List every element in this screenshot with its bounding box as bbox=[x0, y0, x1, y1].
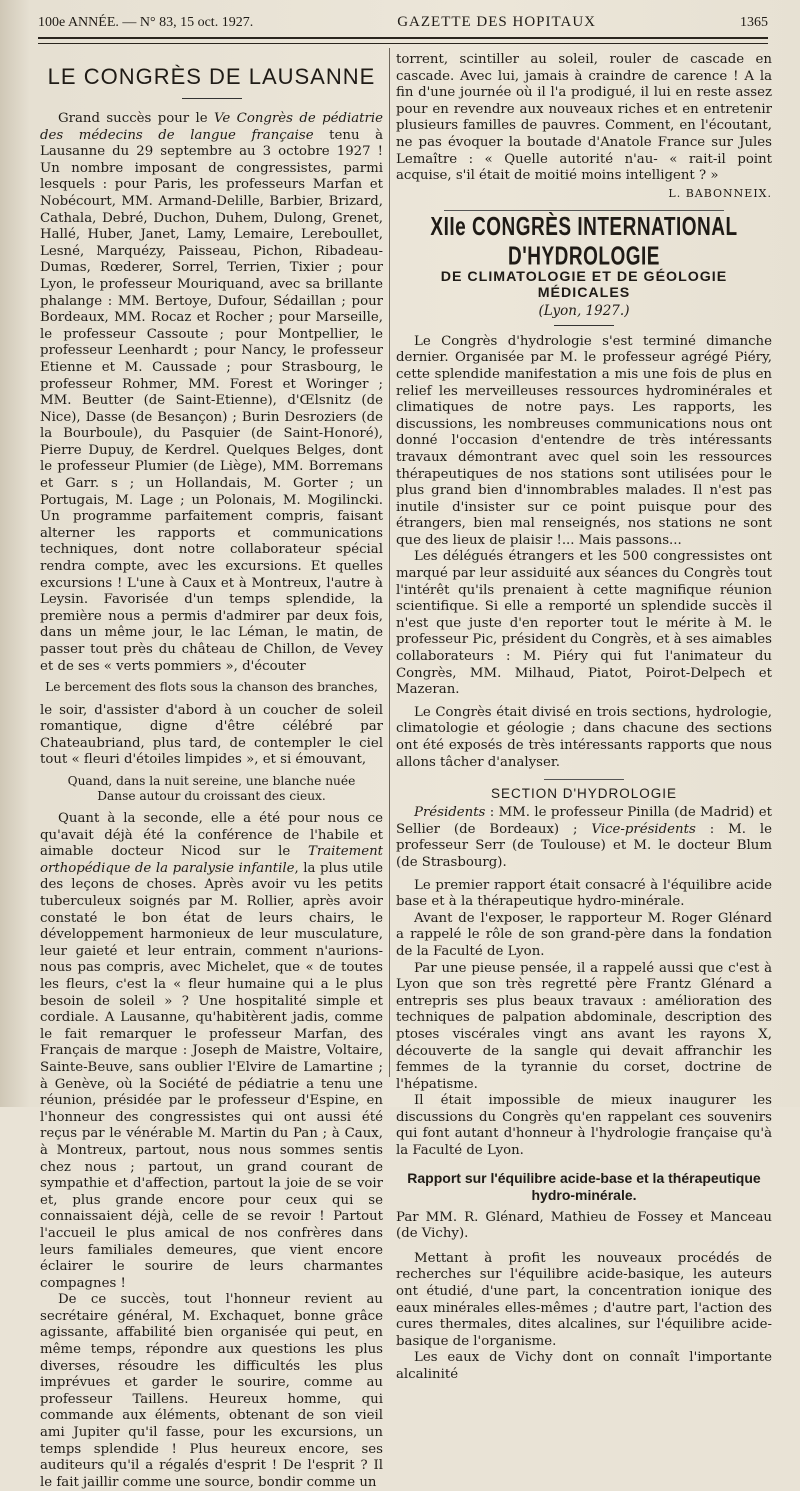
paragraph: Le Congrès était divisé en trois sections, hydrologie, climatologie et géologie ; dans chacune des sections ont été exposés de très intéressants rapports que nous allons tâcher d'analyser. bbox=[396, 704, 772, 770]
section-heading: SECTION D'HYDROLOGIE bbox=[490, 786, 678, 802]
page-header bbox=[38, 14, 768, 36]
paragraph: Le premier rapport était consacré à l'équilibre acide base et à la thérapeutique hydro-minérale. bbox=[396, 877, 772, 910]
column-divider bbox=[389, 48, 390, 1077]
header-issue: 100e ANNÉE. — N° 83, 15 oct. 1927. bbox=[38, 15, 254, 30]
paragraph: Les délégués étrangers et les 500 congressistes ont marqué par leur assiduité aux séances du Congrès tout l'intérêt qu'ils prenaient à cette magnifique réunion scientifique. Si elle a remporté un splendide succès il n'est que juste d'en reporter tout le mérite à M. le professeur Pic, président du Congrès, et à ses aimables collaborateurs : M. Piéry qui fut l'animateur du Congrès, MM. Milhaud, Piatot, Poirot-Delpech et Mazeran. bbox=[396, 549, 772, 698]
header-rule-thin bbox=[38, 43, 768, 44]
article-title-hydrologie: XIIe CONGRÈS INTERNATIONAL D'HYDROLOGIE bbox=[430, 213, 738, 272]
article-separator bbox=[444, 210, 724, 211]
paragraph: torrent, scintiller au soleil, rouler de cascade en cascade. Avec lui, jamais à craindre de carence ! A la fin d'une journée où il l'a prodigué, il lui en reste assez pour en revendre aux nouveaux riches et en entretenir plusieurs familles de pauvres. Comment, en l'écoutant, ne pas évoquer la boutade d'Anatole France sur Jules Lemaître : « Quelle autorité n'au- « rait-il point acquise, s'il était de moitié moins intelligent ? » bbox=[396, 52, 772, 184]
header-rule-thick bbox=[38, 37, 768, 39]
title-rule bbox=[554, 325, 614, 326]
presidents-line: Présidents : MM. le professeur Pinilla (de Madrid) et Sellier (de Bordeaux) ; Vice-présidents : M. le professeur Serr (de Toulouse) et M. le docteur Blum (de Strasbourg). bbox=[396, 805, 773, 870]
paragraph: Grand succès pour le Ve Congrès de pédiatrie des médecins de langue française tenu à Lausanne du 29 septembre au 3 octobre 1927 ! Un nombre imposant de congressistes, parmi lesquels : pour Paris, les professeurs Marfan et Nobécourt, MM. Armand-Delille, Barbier, Brizard, Cathala, Debré, Duchon, Duhem, Dulong, Grenet, Hallé, Huber, Janet, Lamy, Lemaire, Lereboullet, Lesné, Marquézy, Paisseau, Pichon, Ribadeau-Dumas, Rœderer, Sorrel, Terrien, Tixier ; pour Lyon, le professeur Mouriquand, avec sa brillante phalange : MM. Bertoye, Dufour, Sédaillan ; pour Bordeaux, MM. Rocaz et Rocher ; pour Marseille, le professeur Cassoute ; pour Montpellier, le professeur Leenhardt ; pour Nancy, le professeur Etienne et M. Caussade ; pour Strasbourg, le professeur Rohmer, MM. Forest et Woringer ; MM. Beutter (de Saint-Etienne), d'Œlsnitz (de Nice), Dasse (de Besançon) ; Burin Desroziers (de la Bourboule), du Pasquier (de Saint-Honoré), Pierre Dupuy, de Kerdrel. Quelques Belges, dont le professeur Plumier (de Liège), MM. Borremans et Garr. s ; un Hollandais, M. Gorter ; un Portugais, M. Lage ; un Polonais, M. Mogilincki. Un programme parfaitement compris, faisant alterner les rapports et communications techniques, dont notre collaborateur spécial rendra compte, avec les excursions. Et quelles excursions ! L'une à Caux et à Montreux, l'autre à Leysin. Favorisée d'un temps splendide, la première nous a permis d'admirer par deux fois, dans un même jour, le lac Léman, le matin, de passer tout près du château de Chillon, de Vevey et de ses « verts pommiers », d'écouter bbox=[40, 111, 383, 674]
paragraph: Avant de l'exposer, le rapporteur M. Roger Glénard a rappelé le rôle de son grand-père dans la fondation de la Faculté de Lyon. bbox=[396, 910, 772, 959]
header-page-number: 1365 bbox=[739, 15, 768, 30]
report-title: Rapport sur l'équilibre acide-base et la thérapeutique hydro-minérale. bbox=[407, 1169, 761, 1203]
author-signature: L. BABONNEIX. bbox=[668, 186, 772, 200]
paragraph: Il était impossible de mieux inaugurer les discussions du Congrès qu'en rappelant ces souvenirs qui font autant d'honneur à l'hydrologie française qu'à la Faculté de Lyon. bbox=[396, 1093, 772, 1159]
header-journal-title: GAZETTE DES HOPITAUX bbox=[397, 14, 596, 30]
article-location-date: (Lyon, 1927.) bbox=[538, 302, 630, 319]
paragraph: Par une pieuse pensée, il a rappelé aussi que c'est à Lyon que son très regretté père Frantz Glénard a entrepris ses plus beaux travaux : amélioration des techniques de palpation abdominale, description des ptoses viscérales vingt ans avant les rayons X, découverte de la sangle qui devait affranchir les femmes de la tyrannie du corset, doctrine de l'hépatisme. bbox=[396, 960, 772, 1092]
congress-name: Ve Congrès de pédiatrie des médecins de langue française bbox=[40, 111, 383, 143]
title-rule bbox=[182, 98, 242, 99]
paragraph: Les eaux de Vichy dont on connaît l'importante alcalinité bbox=[396, 1350, 772, 1382]
verse-quote: Quand, dans la nuit sereine, une blanche nuée Danse autour du croissant des cieux. bbox=[67, 774, 356, 803]
report-authors: Par MM. R. Glénard, Mathieu de Fossey et Manceau (de Vichy). bbox=[396, 1209, 772, 1242]
article-title-lausanne: LE CONGRÈS DE LAUSANNE bbox=[47, 64, 376, 89]
left-column bbox=[40, 52, 383, 1491]
lecture-title: Traitement orthopédique de la paralysie infantile bbox=[40, 844, 383, 876]
section-separator bbox=[544, 779, 624, 780]
right-column bbox=[396, 52, 772, 1384]
article-subtitle: DE CLIMATOLOGIE ET DE GÉOLOGIE MÉDICALES bbox=[440, 268, 728, 301]
paragraph: De ce succès, tout l'honneur revient au secrétaire général, M. Exchaquet, bonne grâce agissante, affabilité bien organisée qui peut, en même temps, répondre aux questions les plus diverses, résoudre les difficultés les plus imprévues et garder le sourire, comme au professeur Taillens. Heureux homme, qui commande aux éléments, obtenant de son vieil ami Jupiter qu'il fasse, pour les excursions, un temps splendide ! Plus heureux encore, ses auditeurs qu'il a régalés d'esprit ! De l'esprit ? Il le fait jaillir comme une source, bondir comme un bbox=[40, 1292, 383, 1490]
paragraph: le soir, d'assister d'abord à un coucher de soleil romantique, digne d'être célébré par Chateaubriand, plus tard, de contempler le ciel tout « fleuri d'étoiles limpides », et si émouvant, bbox=[40, 702, 383, 768]
paragraph: Mettant à profit les nouveaux procédés de recherches sur l'équilibre acide-basique, les auteurs ont étudié, d'une part, la concentration ionique des eaux minérales elles-mêmes ; d'autre part, l'action des cures thermales, dites alcalines, sur l'équilibre acide-basique de l'organisme. bbox=[396, 1250, 772, 1349]
paragraph: Le Congrès d'hydrologie s'est terminé dimanche dernier. Organisée par M. le professeur agrégé Piéry, cette splendide manifestation a mis une fois de plus en relief les merveilleuses ressources hydrominérales et climatiques de notre pays. Les rapports, les discussions, les nombreuses communications nous ont donné l'occasion d'entendre de très intéressants travaux démontrant avec quel soin les ressources thérapeutiques de nos stations sont utilisées pour le plus grand bien d'innombrables malades. Il n'est pas inutile d'insister sur ce point puisque pour des étrangers, bien mal renseignés, nos stations ne sont que des lieux de plaisir !... Mais passons... bbox=[396, 333, 772, 548]
verse-quote: Le bercement des flots sous la chanson des branches, bbox=[45, 680, 378, 695]
paragraph: Quant à la seconde, elle a été pour nous ce qu'avait déjà été la conférence de l'habile et aimable docteur Nicod sur le Traitement orthopédique de la paralysie infantile, la plus utile des leçons de choses. Après avoir vu les petits tuberculeux soignés par M. Rollier, après avoir constaté le bon état de leurs chairs, le développement harmonieux de leur musculature, leur gaieté et leur entrain, comment n'aurions-nous pas compris, avec Michelet, que « de toutes les fleurs, c'est la « fleur humaine qui a le plus besoin de soleil » ? Une hospitalité simple et cordiale. A Lausanne, qu'habitèrent jadis, comme le fait remarquer le professeur Marfan, des Français de marque : Joseph de Maistre, Voltaire, Sainte-Beuve, sans oublier l'Elvire de Lamartine ; à Genève, où la Société de pédiatrie a tenu une réunion, présidée par le professeur d'Espine, en l'honneur des congressistes qui ont aussi été reçus par le vénérable M. Martin du Pan ; à Caux, à Montreux, partout, nous nous sommes sentis chez nous ; partout, un grand courant de sympathie et d'affection, partout la joie de se voir et, plus grande encore pour ceux qui se connaissaient déjà, celle de se revoir ! Partout l'accueil le plus amical de nos confrères dans leurs familiales demeures, que vient encore éclairer le sourire de leurs charmantes compagnes ! bbox=[40, 811, 383, 1291]
